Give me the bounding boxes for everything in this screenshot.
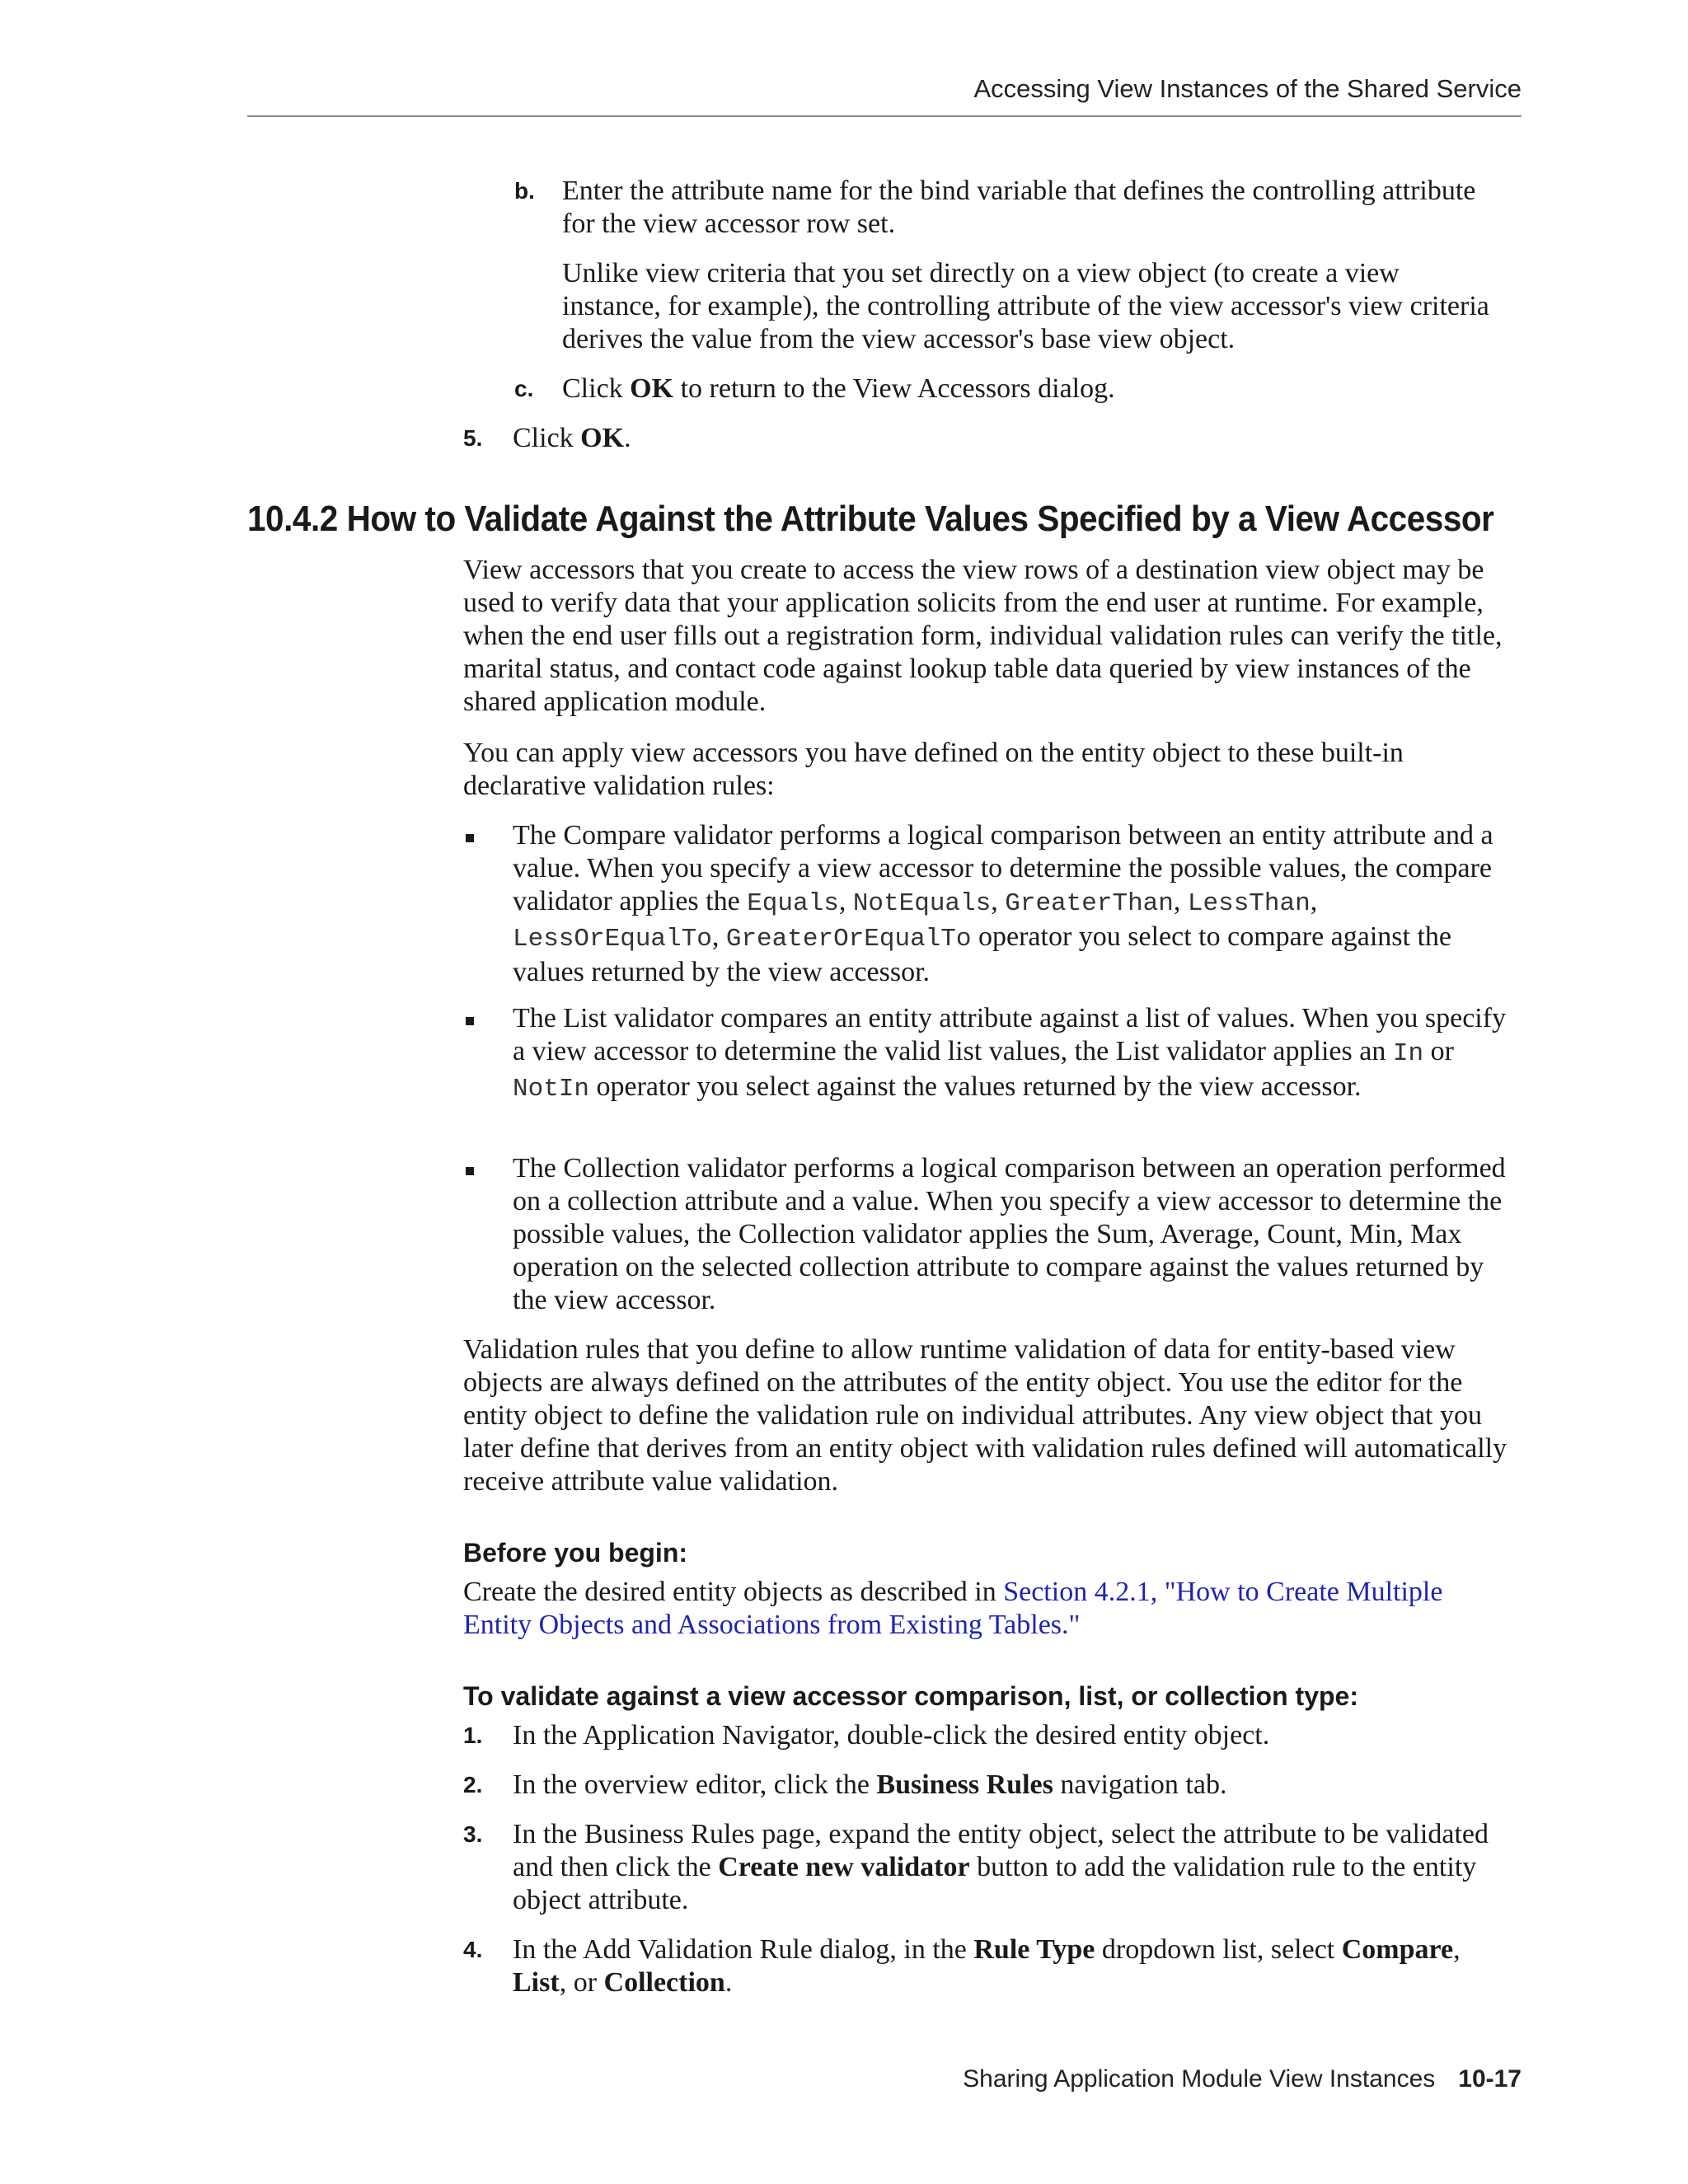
section-paragraph-2: You can apply view accessors you have defined on the entity object to these built-in declarative validation rules:	[463, 738, 1404, 801]
footer-chapter-title: Sharing Application Module View Instances	[963, 2065, 1436, 2093]
step-c-text: Click OK to return to the View Accessors dialog.	[562, 373, 1115, 404]
before-you-begin-heading: Before you begin:	[463, 1538, 688, 1568]
section-heading: 10.4.2 How to Validate Against the Attribute Values Specified by a View Accessor	[247, 499, 1494, 539]
step-5-label: 5.	[463, 425, 483, 451]
step-c-label: c.	[514, 376, 534, 401]
section-paragraph-1: View accessors that you create to access the view rows of a destination view object may be used to verify data that your application solicits from the end user at runtime. For example, when the end user fills out a registration form, individual validation rules can verify the title, marital status, and contact code against lookup table data queried by view instances of the shared application module.	[463, 555, 1503, 717]
step-b-text: Enter the attribute name for the bind variable that defines the controlling attribute for the view accessor row set.	[562, 176, 1476, 239]
bullet-collection-validator: The Collection validator performs a logical comparison between an operation performed on a collection attribute and a value. When you specify a view accessor to determine the possible values, the Collection validator applies the Sum, Average, Count, Min, Max operation on the selected collection attribute to compare against the values returned by the view accessor.	[513, 1153, 1506, 1315]
step-3-label: 3.	[463, 1821, 483, 1847]
before-you-begin-text: Create the desired entity objects as described in Section 4.2.1, "How to Create Multiple Entity Objects and Associations from Existing Tables."	[463, 1577, 1443, 1640]
section-paragraph-3: Validation rules that you define to allow runtime validation of data for entity-based view objects are always defined on the attributes of the entity object. You use the editor for the entity object to define the validation rule on individual attributes. Any view object that you later define that derives from an entity object with validation rules defined will automatically receive attribute value validation.	[463, 1334, 1507, 1497]
running-header: Accessing View Instances of the Shared Service	[973, 74, 1522, 103]
bullet-list-validator: The List validator compares an entity attribute against a list of values. When you specify a view accessor to determine the valid list values, the List validator applies an In or NotIn operator you select against the values returned by the view accessor.	[513, 1003, 1507, 1104]
step-1-text: In the Application Navigator, double-click the desired entity object.	[513, 1720, 1270, 1750]
page-number: 10-17	[1458, 2065, 1522, 2093]
section-4-2-1-link[interactable]: Section 4.2.1, "How to Create Multiple Entity Objects and Associations from Existing Tables."	[463, 1577, 1443, 1640]
procedure-heading: To validate against a view accessor comparison, list, or collection type:	[463, 1681, 1358, 1711]
step-2-label: 2.	[463, 1772, 483, 1797]
bullet-square-icon	[466, 1017, 474, 1025]
running-footer	[963, 2065, 1522, 2093]
bullet-square-icon	[466, 1167, 474, 1175]
step-1-label: 1.	[463, 1722, 483, 1748]
step-4-text: In the Add Validation Rule dialog, in the Rule Type dropdown list, select Compare, List, or Collection.	[513, 1934, 1461, 1998]
step-b-note: Unlike view criteria that you set directly on a view object (to create a view instance, for example), the controlling attribute of the view accessor's view criteria derives the value from the view accessor's base view object.	[562, 258, 1489, 354]
step-5-text: Click OK.	[513, 423, 631, 453]
bullet-compare-validator: The Compare validator performs a logical comparison between an entity attribute and a value. When you specify a view accessor to determine the possible values, the compare validator applies the Equals, NotEquals, GreaterThan, LessThan, LessOrEqualTo, GreaterOrEqualTo operator you select to compare against the values returned by the view accessor.	[513, 820, 1493, 987]
step-4-label: 4.	[463, 1937, 483, 1962]
bullet-square-icon	[466, 834, 474, 842]
step-3-text: In the Business Rules page, expand the entity object, select the attribute to be validated and then click the Create new validator button to add the validation rule to the entity object attribute.	[513, 1819, 1489, 1915]
header-rule	[247, 115, 1522, 117]
step-2-text: In the overview editor, click the Business Rules navigation tab.	[513, 1769, 1227, 1800]
step-b-label: b.	[514, 178, 535, 204]
